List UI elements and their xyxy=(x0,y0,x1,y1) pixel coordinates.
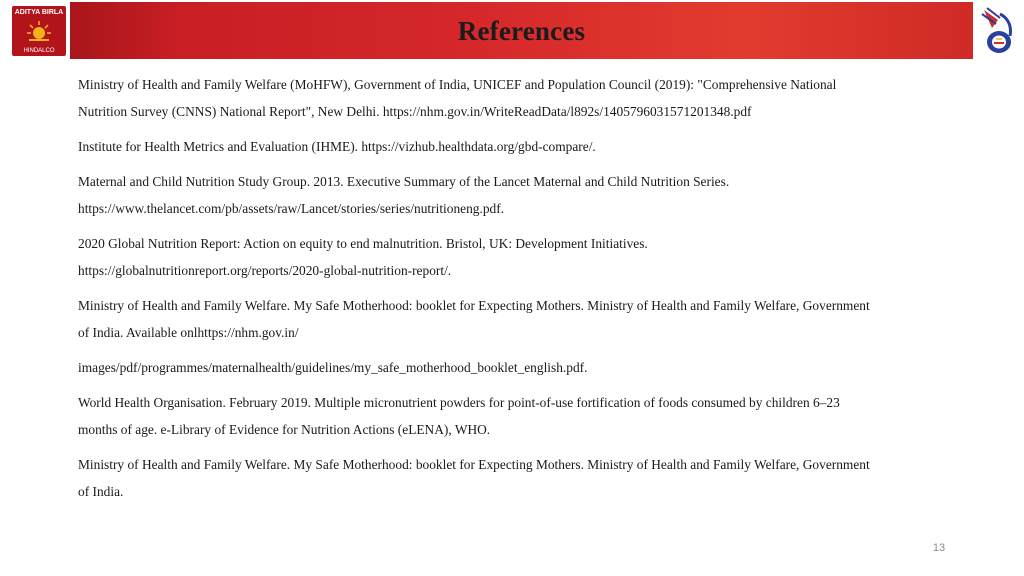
page-number: 13 xyxy=(932,542,946,554)
reference-item xyxy=(78,133,978,160)
reference-line: https://www.thelancet.com/pb/assets/raw/Lancet/stories/series/nutritioneng.pdf. xyxy=(78,201,505,216)
reference-line: Maternal and Child Nutrition Study Group. 2013. Executive Summary of the Lancet Maternal and Child Nutrition Series. xyxy=(78,174,730,189)
institute-crest-logo xyxy=(978,6,1018,58)
sun-emblem-icon xyxy=(26,19,52,43)
institute-crest-icon xyxy=(978,6,1018,58)
logo-brand-text: ADITYA BIRLA xyxy=(14,9,64,16)
reference-line: https://globalnutritionreport.org/reports/2020-global-nutrition-report/. xyxy=(78,263,452,278)
reference-item xyxy=(78,292,978,346)
reference-item xyxy=(78,451,978,505)
reference-item xyxy=(78,168,978,222)
reference-line: Ministry of Health and Family Welfare. My Safe Motherhood: booklet for Expecting Mothers. Ministry of Health and Family Welfare, Government xyxy=(78,298,870,313)
references-list xyxy=(78,71,978,513)
reference-item xyxy=(78,230,978,284)
reference-line: Nutrition Survey (CNNS) National Report", New Delhi. https://nhm.gov.in/WriteReadData/l892s/1405796031571201348.pdf xyxy=(78,104,752,119)
reference-item xyxy=(78,389,978,443)
logo-sub-text: HINDALCO xyxy=(23,48,55,54)
page-title: References xyxy=(457,16,586,46)
reference-line: Institute for Health Metrics and Evaluation (IHME). https://vizhub.healthdata.org/gbd-compare/. xyxy=(78,139,596,154)
aditya-birla-hindalco-logo xyxy=(12,6,66,56)
reference-line: Ministry of Health and Family Welfare (MoHFW), Government of India, UNICEF and Population Council (2019): "Comprehensive National xyxy=(78,77,837,92)
reference-line: World Health Organisation. February 2019. Multiple micronutrient powders for point-of-use fortification of foods consumed by children 6–23 xyxy=(78,395,840,410)
reference-line: Ministry of Health and Family Welfare. My Safe Motherhood: booklet for Expecting Mothers. Ministry of Health and Family Welfare, Government xyxy=(78,457,870,472)
reference-item xyxy=(78,354,978,381)
reference-line: 2020 Global Nutrition Report: Action on equity to end malnutrition. Bristol, UK: Development Initiatives. xyxy=(78,236,648,251)
reference-line: months of age. e-Library of Evidence for Nutrition Actions (eLENA), WHO. xyxy=(78,422,491,437)
reference-line: of India. Available onlhttps://nhm.gov.in/ xyxy=(78,325,299,340)
reference-line: images/pdf/programmes/maternalhealth/guidelines/my_safe_motherhood_booklet_english.pdf. xyxy=(78,360,588,375)
reference-item xyxy=(78,71,978,125)
title-banner xyxy=(70,2,973,59)
reference-line: of India. xyxy=(78,484,124,499)
